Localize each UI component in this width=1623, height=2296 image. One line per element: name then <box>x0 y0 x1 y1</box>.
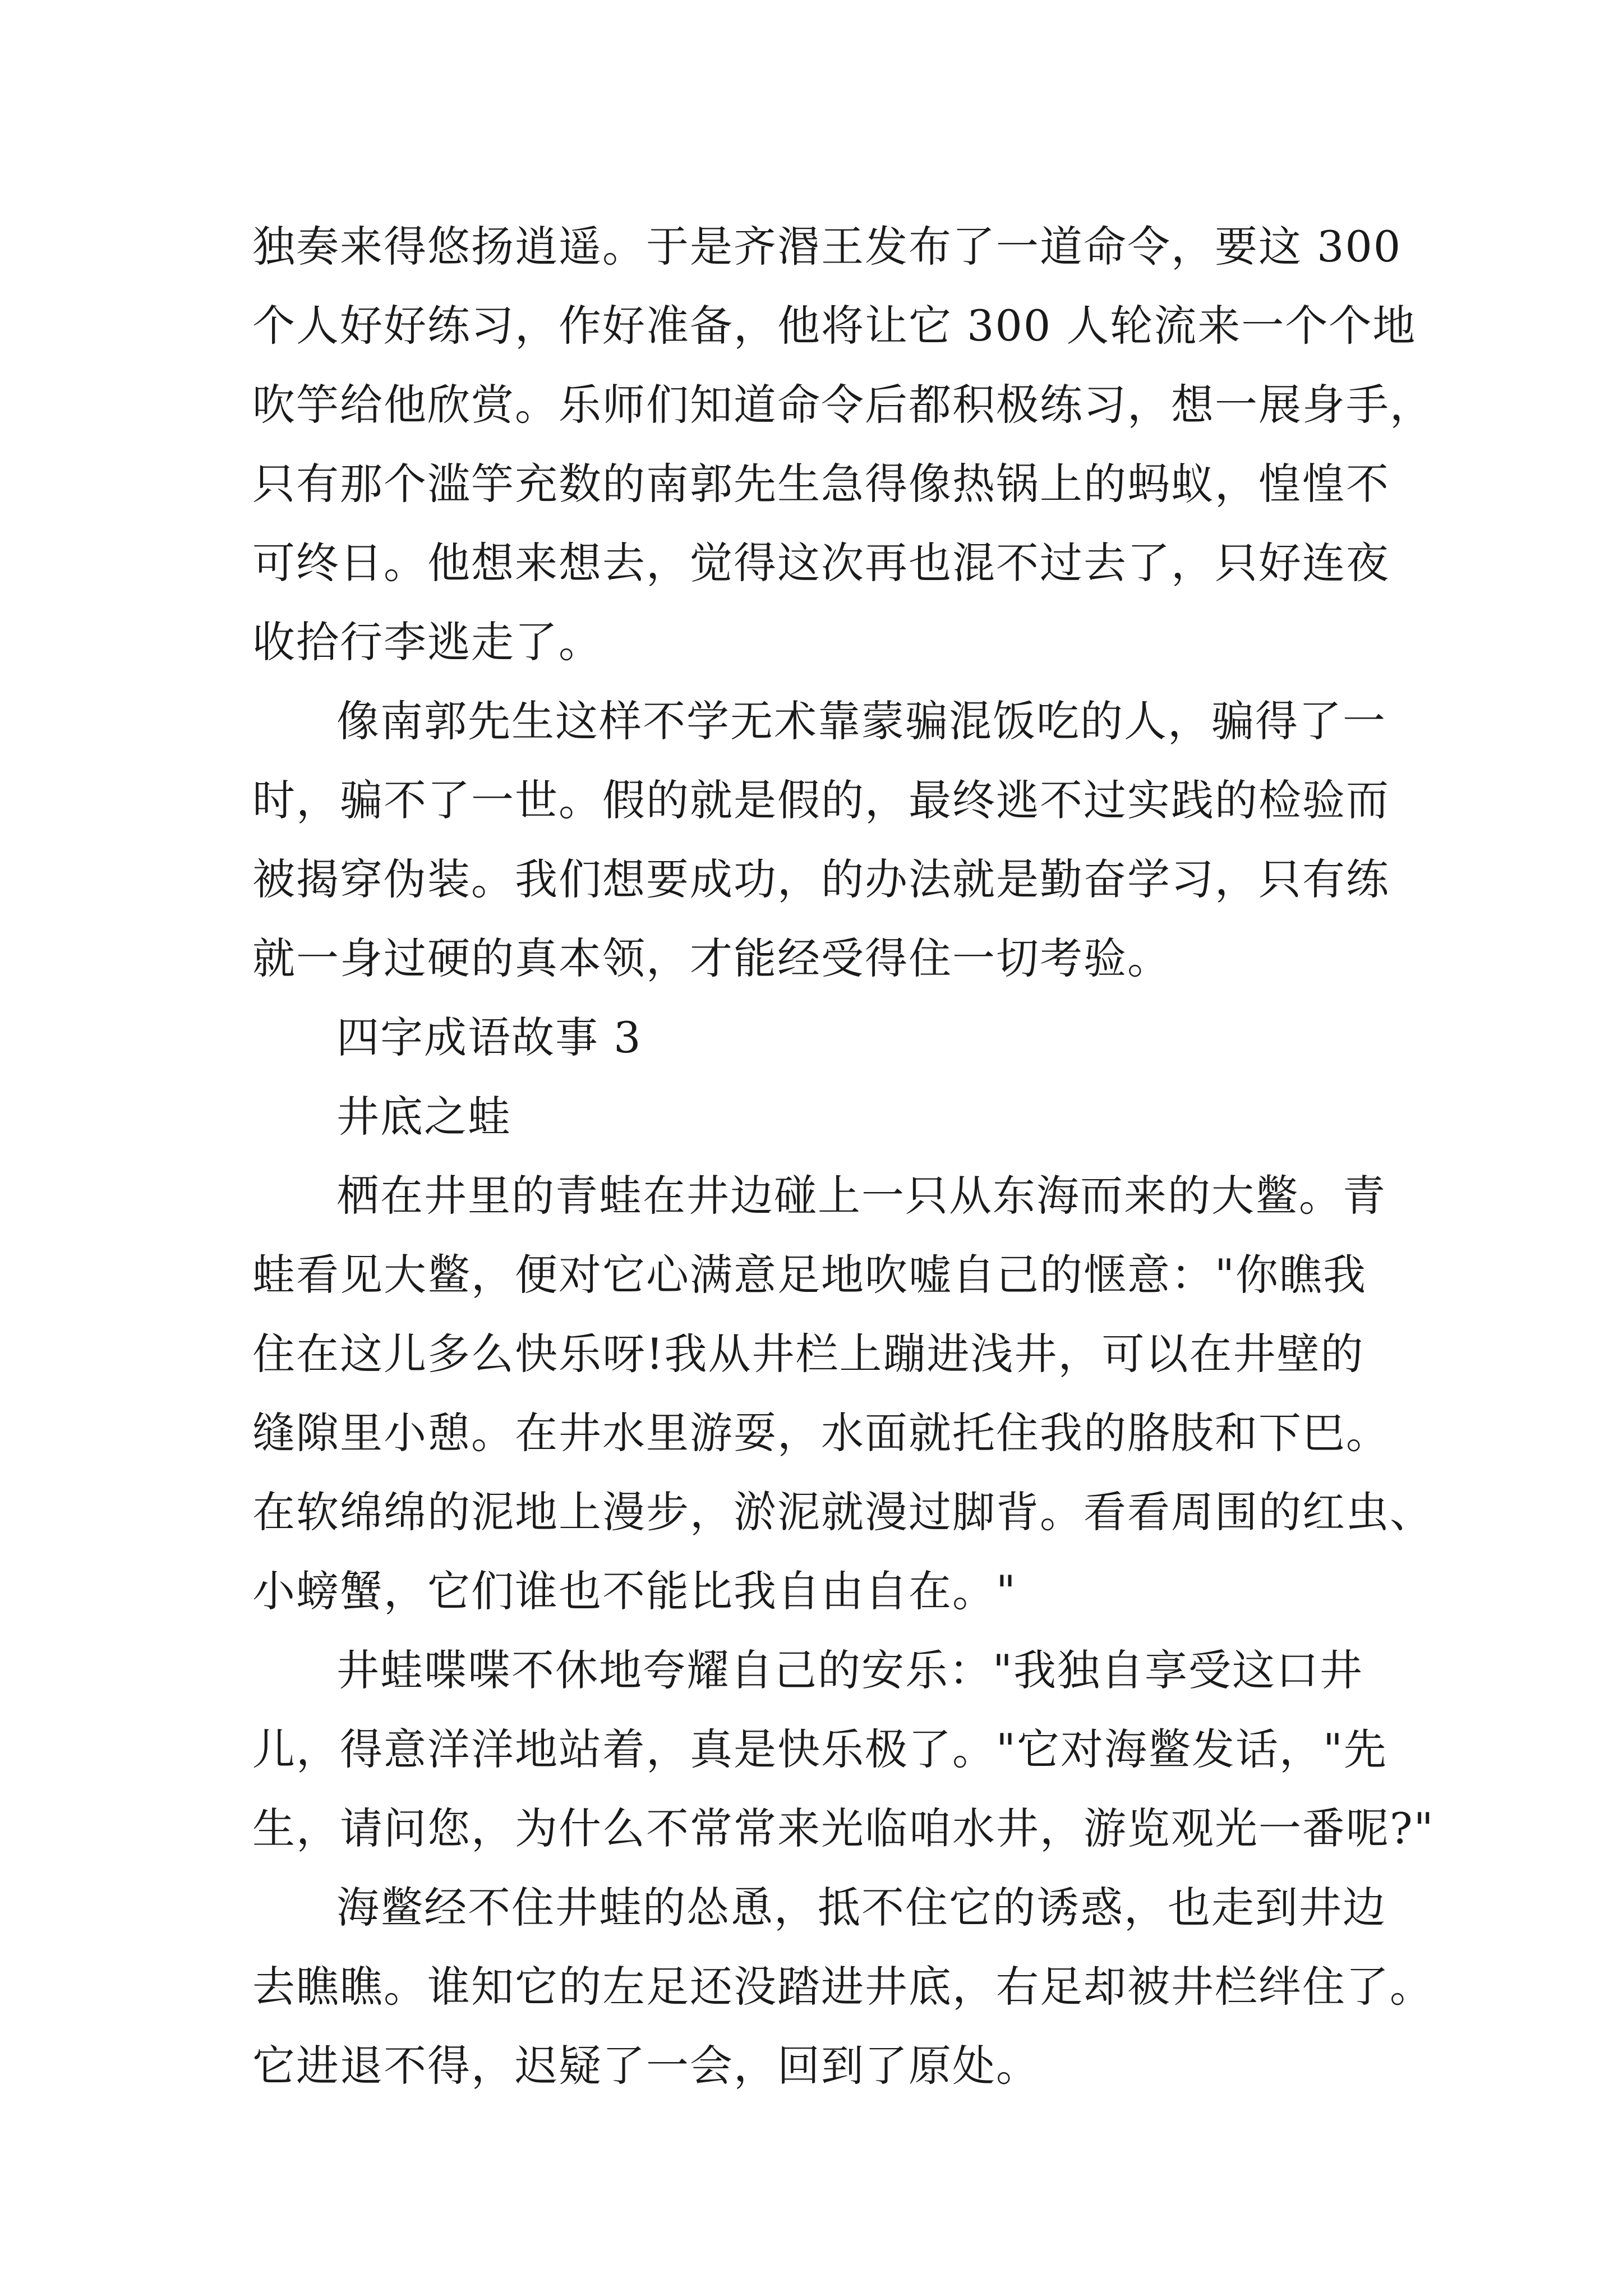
text-line: 在软绵绵的泥地上漫步，淤泥就漫过脚背。看看周围的红虫、 <box>252 1487 1433 1537</box>
text-line: 只有那个滥竽充数的南郭先生急得像热锅上的蚂蚁，惶惶不 <box>252 459 1390 509</box>
text-line: 去瞧瞧。谁知它的左足还没踏进井底，右足却被井栏绊住了。 <box>252 1962 1433 2012</box>
text-line: 收拾行李逃走了。 <box>252 617 602 667</box>
text-line: 个人好好练习，作好准备，他将让它 300 人轮流来一个个地 <box>252 301 1417 351</box>
text-line: 小螃蟹，它们谁也不能比我自由自在。" <box>252 1566 1017 1616</box>
text-line: 可终日。他想来想去，觉得这次再也混不过去了，只好连夜 <box>252 538 1390 588</box>
text-line: 栖在井里的青蛙在井边碰上一只从东海而来的大鳖。青 <box>336 1171 1386 1221</box>
text-line: 像南郭先生这样不学无术靠蒙骗混饭吃的人，骗得了一 <box>336 696 1386 746</box>
text-line: 海鳖经不住井蛙的怂恿，抵不住它的诱惑，也走到井边 <box>336 1883 1386 1932</box>
text-line: 独奏来得悠扬逍遥。于是齐湣王发布了一道命令，要这 300 <box>252 222 1402 272</box>
text-line: 就一身过硬的真本领，才能经受得住一切考验。 <box>252 933 1171 983</box>
text-line: 吹竽给他欣赏。乐师们知道命令后都积极练习，想一展身手， <box>252 380 1433 430</box>
text-line: 蛙看见大鳖，便对它心满意足地吹嘘自己的惬意："你瞧我 <box>252 1250 1367 1300</box>
text-line: 住在这儿多么快乐呀!我从井栏上蹦进浅井，可以在井壁的 <box>252 1329 1364 1379</box>
text-line: 儿，得意洋洋地站着，真是快乐极了。"它对海鳖发话，"先 <box>252 1724 1387 1774</box>
text-line: 它进退不得，迟疑了一会，回到了原处。 <box>252 2041 1040 2091</box>
text-line: 缝隙里小憩。在井水里游耍，水面就托住我的胳肢和下巴。 <box>252 1408 1390 1458</box>
text-line: 井蛙喋喋不休地夸耀自己的安乐："我独自享受这口井 <box>336 1645 1363 1695</box>
text-line: 被揭穿伪装。我们想要成功，的办法就是勤奋学习，只有练 <box>252 854 1390 904</box>
section-title: 四字成语故事 3 <box>336 1013 642 1062</box>
text-line: 生，请问您，为什么不常常来光临咱水井，游览观光一番呢?" <box>252 1803 1435 1853</box>
story-title: 井底之蛙 <box>336 1092 511 1142</box>
text-line: 时，骗不了一世。假的就是假的，最终逃不过实践的检验而 <box>252 775 1390 825</box>
